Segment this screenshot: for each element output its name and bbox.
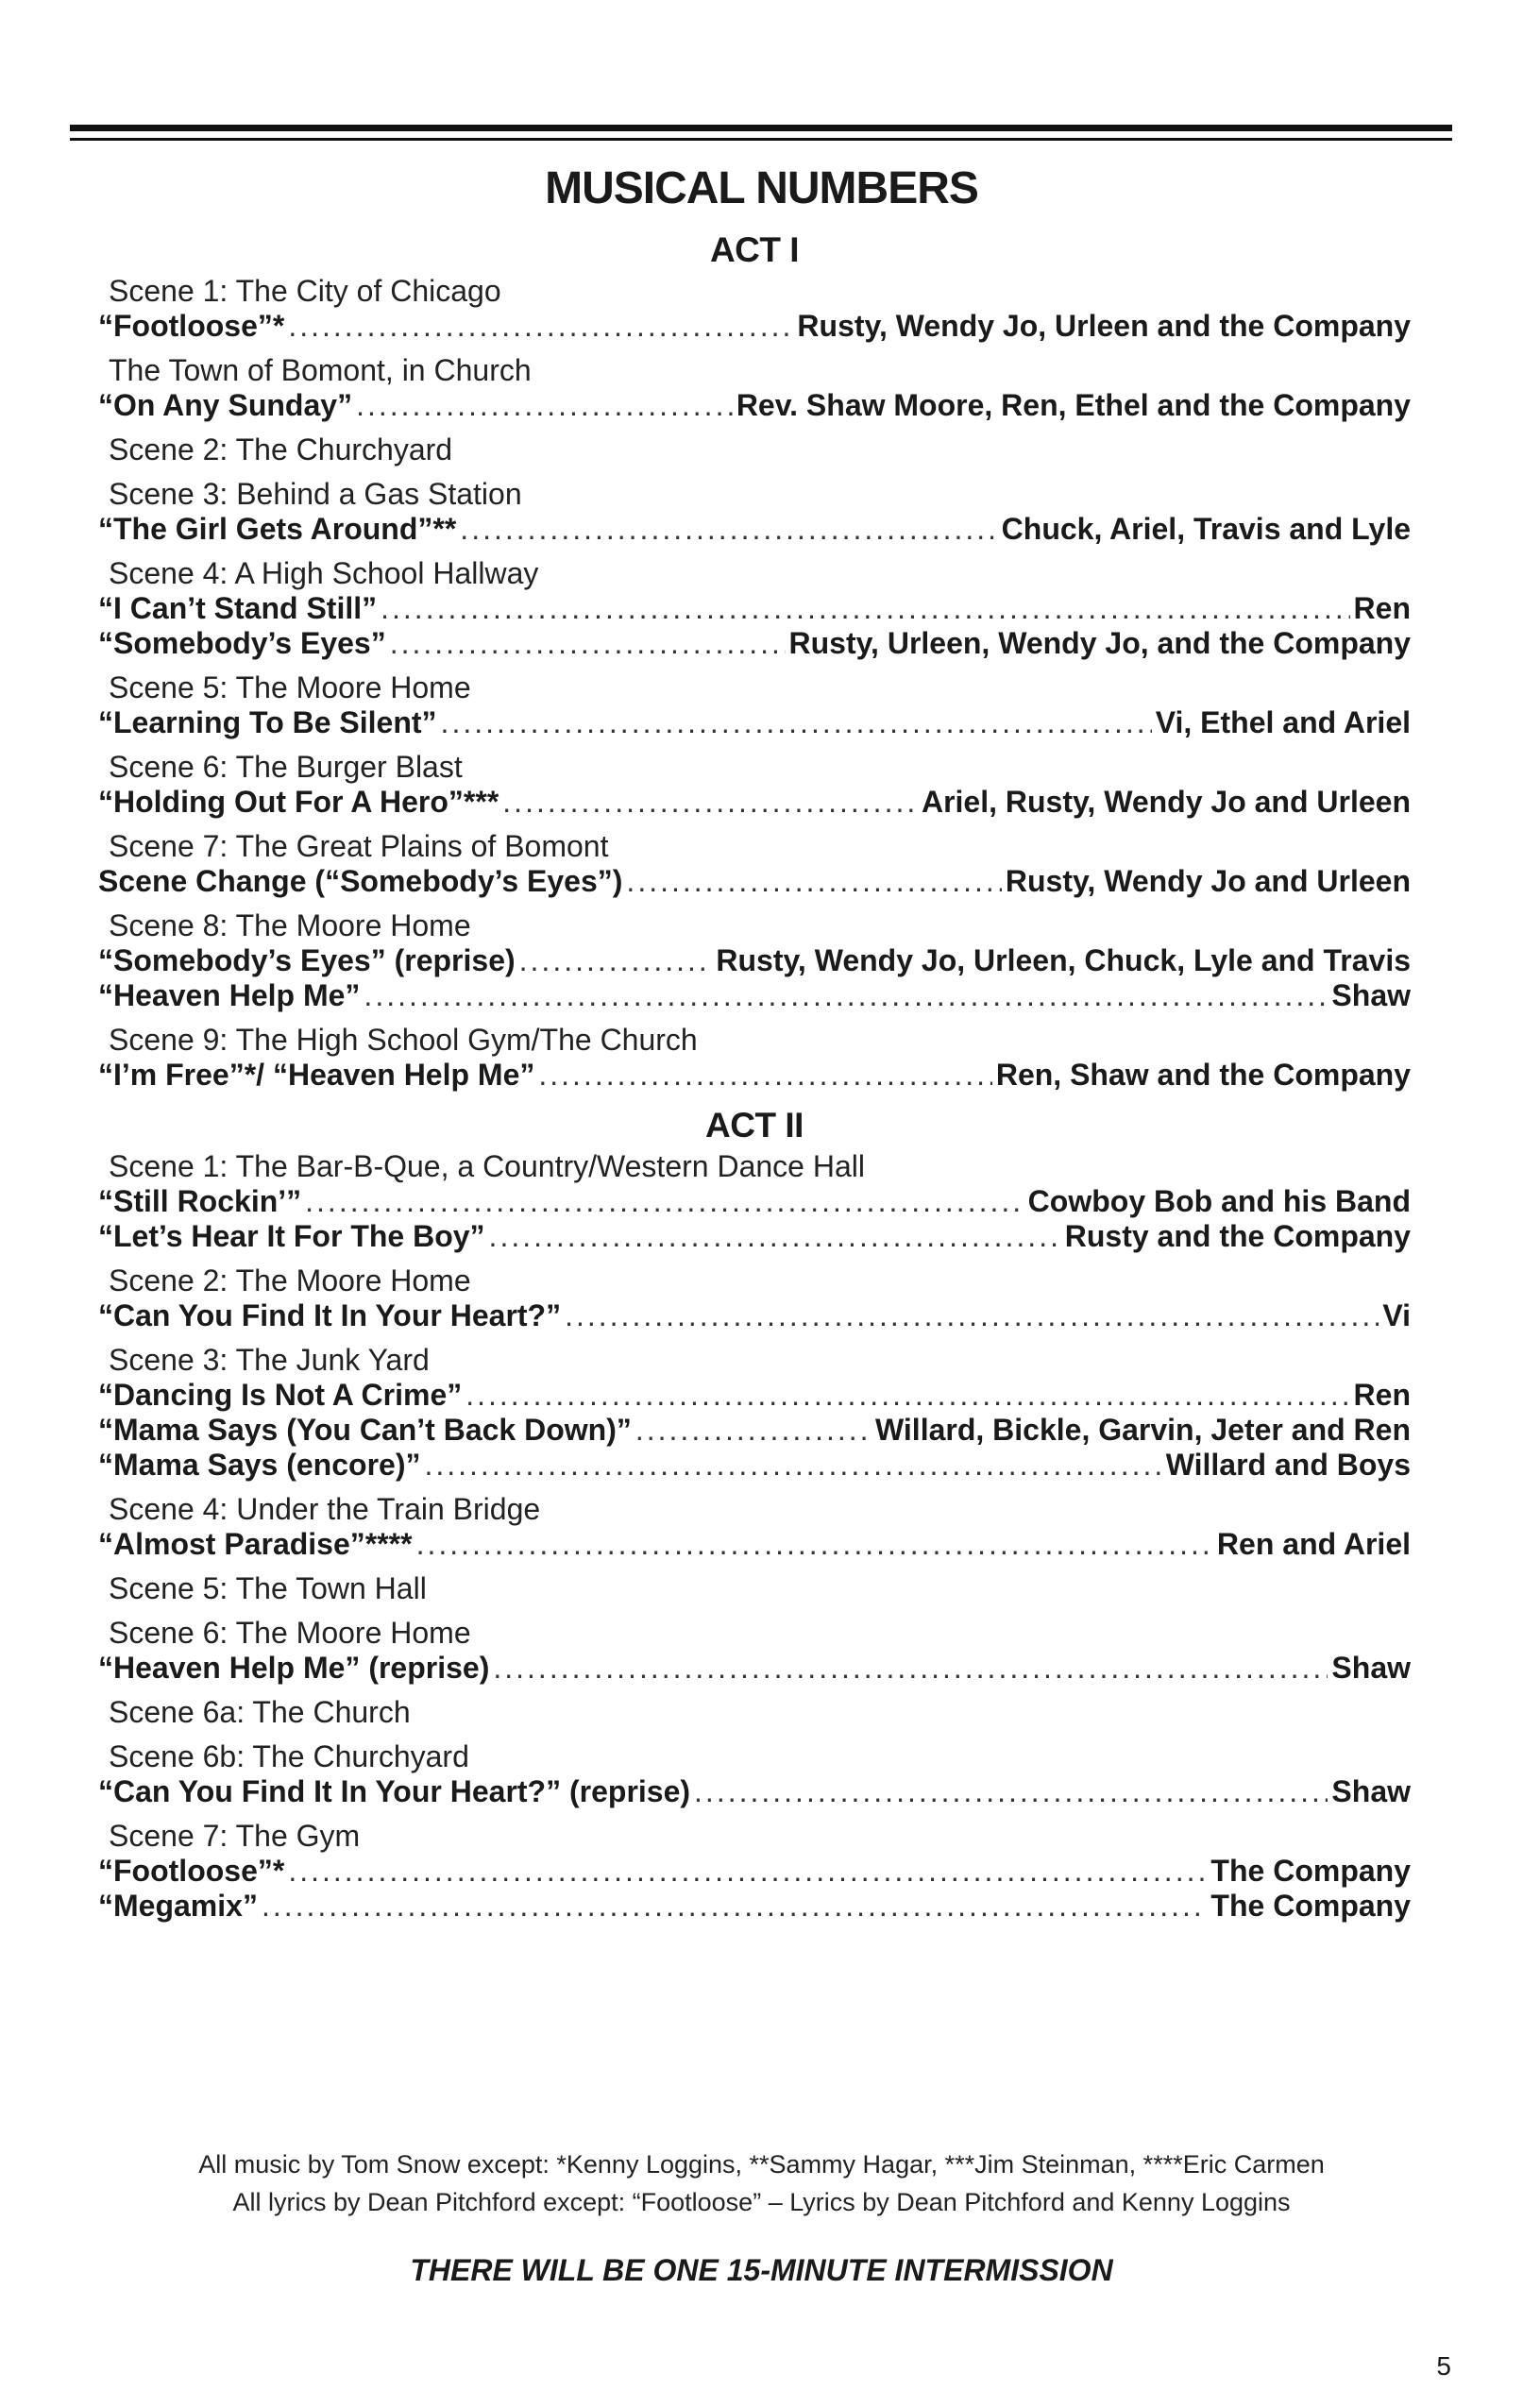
song-title: “The Girl Gets Around”** — [98, 512, 457, 546]
song-performers: Rusty, Wendy Jo and Urleen — [1005, 864, 1411, 898]
song-title: “Footloose”* — [98, 309, 285, 343]
scene-block — [98, 477, 1411, 547]
song-performers: Rev. Shaw Moore, Ren, Ethel and the Company — [736, 388, 1411, 422]
scene-label: Scene 7: The Gym — [109, 1819, 361, 1853]
song-performers: Rusty, Wendy Jo, Urleen and the Company — [797, 309, 1411, 343]
scene-label: Scene 1: The City of Chicago — [109, 274, 501, 308]
scene-block — [98, 670, 1411, 740]
song-performers: The Company — [1210, 1889, 1411, 1923]
page-title: MUSICAL NUMBERS — [545, 163, 978, 213]
song-performers: The Company — [1210, 1854, 1411, 1888]
song-title: “Heaven Help Me” — [98, 978, 361, 1012]
act-heading: ACT I — [709, 230, 800, 269]
song-row — [98, 785, 1411, 820]
song-performers: Ren, Shaw and the Company — [995, 1058, 1411, 1092]
top-rule-thick — [70, 125, 1452, 131]
song-performers: Shaw — [1331, 1774, 1411, 1808]
song-performers: Rusty, Urleen, Wendy Jo, and the Company — [788, 626, 1411, 660]
song-performers: Rusty, Wendy Jo, Urleen, Chuck, Lyle and Travis — [716, 943, 1411, 977]
scene-block — [98, 274, 1411, 344]
scene-block — [98, 556, 1411, 661]
song-title: “Almost Paradise”**** — [98, 1527, 413, 1561]
song-row — [98, 1413, 1411, 1448]
song-row — [98, 1058, 1411, 1093]
dot-leader — [364, 978, 1328, 1013]
scene-label: Scene 2: The Churchyard — [109, 432, 453, 466]
song-row — [98, 1298, 1411, 1333]
dot-leader — [465, 1378, 1349, 1413]
scene-label: Scene 9: The High School Gym/The Church — [109, 1023, 698, 1057]
top-rule-thin — [70, 138, 1452, 141]
song-performers: Shaw — [1331, 1651, 1411, 1685]
scene-label: Scene 6a: The Church — [109, 1695, 411, 1729]
song-row — [98, 388, 1411, 423]
song-title: “Learning To Be Silent” — [98, 705, 437, 739]
song-row — [98, 1774, 1411, 1809]
scene-block — [98, 1023, 1411, 1093]
scene-label: Scene 7: The Great Plains of Bomont — [109, 829, 609, 863]
song-row — [98, 1889, 1411, 1924]
dot-leader — [424, 1448, 1161, 1483]
song-title: “Can You Find It In Your Heart?” (reprise) — [98, 1774, 691, 1808]
song-performers: Shaw — [1331, 978, 1411, 1012]
scene-label: The Town of Bomont, in Church — [109, 353, 532, 387]
song-row — [98, 512, 1411, 547]
dot-leader — [416, 1527, 1213, 1562]
scene-block — [98, 432, 1411, 467]
dot-leader — [519, 943, 713, 978]
scene-label: Scene 5: The Town Hall — [109, 1571, 427, 1605]
dot-leader — [565, 1298, 1379, 1333]
scene-block — [98, 829, 1411, 899]
dot-leader — [460, 512, 997, 547]
scene-label: Scene 6: The Burger Blast — [109, 750, 463, 784]
scene-label: Scene 6: The Moore Home — [109, 1616, 471, 1650]
dot-leader — [441, 705, 1152, 740]
scene-label: Scene 5: The Moore Home — [109, 670, 471, 704]
scene-label: Scene 1: The Bar-B-Que, a Country/Western Dance Hall — [109, 1149, 865, 1183]
song-title: “Can You Find It In Your Heart?” — [98, 1298, 562, 1332]
scene-block — [98, 1739, 1411, 1809]
dot-leader — [489, 1219, 1061, 1254]
dot-leader — [305, 1184, 1024, 1219]
song-title: “Dancing Is Not A Crime” — [98, 1378, 463, 1412]
dot-leader — [288, 1854, 1207, 1889]
song-row — [98, 1448, 1411, 1483]
scene-block — [98, 1616, 1411, 1686]
dot-leader — [626, 864, 1001, 899]
scene-label: Scene 8: The Moore Home — [109, 908, 471, 942]
song-performers: Ren and Ariel — [1216, 1527, 1411, 1561]
dot-leader — [502, 785, 918, 820]
song-performers: Willard and Boys — [1165, 1448, 1411, 1482]
intermission-notice: THERE WILL BE ONE 15-MINUTE INTERMISSION — [410, 2253, 1113, 2287]
song-title: “On Any Sunday” — [98, 388, 353, 422]
song-performers: Rusty and the Company — [1064, 1219, 1411, 1253]
musical-numbers-list — [98, 227, 1411, 1933]
song-row — [98, 864, 1411, 899]
song-row — [98, 943, 1411, 978]
dot-leader — [538, 1058, 991, 1093]
music-credits: All music by Tom Snow except: *Kenny Loggins, **Sammy Hagar, ***Jim Steinman, ****Eric Carmen — [198, 2150, 1325, 2179]
song-row — [98, 1184, 1411, 1219]
dot-leader — [288, 309, 793, 344]
scene-label: Scene 4: A High School Hallway — [109, 556, 539, 590]
song-title: “Footloose”* — [98, 1854, 285, 1888]
scene-block — [98, 908, 1411, 1013]
scene-block — [98, 1263, 1411, 1333]
scene-label: Scene 4: Under the Train Bridge — [109, 1492, 541, 1526]
song-performers: Ren — [1353, 1378, 1411, 1412]
scene-label: Scene 3: Behind a Gas Station — [109, 477, 522, 511]
song-performers: Vi, Ethel and Ariel — [1155, 705, 1411, 739]
song-title: Scene Change (“Somebody’s Eyes”) — [98, 864, 623, 898]
song-title: “Holding Out For A Hero”*** — [98, 785, 499, 819]
song-title: “Mama Says (encore)” — [98, 1448, 421, 1482]
dot-leader — [262, 1889, 1207, 1924]
song-row — [98, 309, 1411, 344]
scene-block — [98, 1492, 1411, 1562]
dot-leader — [493, 1651, 1328, 1686]
scene-block — [98, 353, 1411, 423]
song-row — [98, 1651, 1411, 1686]
dot-leader — [390, 626, 786, 661]
song-performers: Ren — [1353, 591, 1411, 625]
song-performers: Ariel, Rusty, Wendy Jo and Urleen — [921, 785, 1411, 819]
dot-leader — [635, 1413, 871, 1448]
song-title: “Still Rockin’” — [98, 1184, 302, 1218]
song-title: “Megamix” — [98, 1889, 258, 1923]
song-title: “Somebody’s Eyes” — [98, 626, 386, 660]
song-title: “I Can’t Stand Still” — [98, 591, 378, 625]
scene-block — [98, 1149, 1411, 1254]
song-row — [98, 978, 1411, 1013]
song-row — [98, 705, 1411, 740]
scene-block — [98, 1343, 1411, 1483]
song-row — [98, 591, 1411, 626]
scene-label: Scene 3: The Junk Yard — [109, 1343, 430, 1377]
song-row — [98, 1527, 1411, 1562]
song-performers: Willard, Bickle, Garvin, Jeter and Ren — [874, 1413, 1411, 1447]
song-row — [98, 1378, 1411, 1413]
scene-block — [98, 1571, 1411, 1606]
song-row — [98, 1854, 1411, 1889]
dot-leader — [694, 1774, 1328, 1809]
song-row — [98, 1219, 1411, 1254]
scene-block — [98, 1819, 1411, 1924]
scene-block — [98, 1695, 1411, 1730]
lyrics-credits: All lyrics by Dean Pitchford except: “Footloose” – Lyrics by Dean Pitchford and Kenny Loggins — [232, 2188, 1291, 2216]
scene-label: Scene 2: The Moore Home — [109, 1263, 471, 1297]
song-title: “Let’s Hear It For The Boy” — [98, 1219, 485, 1253]
credits — [0, 2145, 1523, 2221]
song-performers: Chuck, Ariel, Travis and Lyle — [1001, 512, 1411, 546]
song-title: “Heaven Help Me” (reprise) — [98, 1651, 490, 1685]
song-performers: Vi — [1382, 1298, 1411, 1332]
song-performers: Cowboy Bob and his Band — [1027, 1184, 1411, 1218]
scene-label: Scene 6b: The Churchyard — [109, 1739, 469, 1773]
song-title: “Mama Says (You Can’t Back Down)” — [98, 1413, 632, 1447]
dot-leader — [381, 591, 1349, 626]
song-row — [98, 626, 1411, 661]
scene-block — [98, 750, 1411, 820]
page-number: 5 — [1436, 2351, 1451, 2381]
song-title: “I’m Free”*/ “Heaven Help Me” — [98, 1058, 535, 1092]
dot-leader — [356, 388, 733, 423]
act-heading: ACT II — [705, 1106, 804, 1145]
song-title: “Somebody’s Eyes” (reprise) — [98, 943, 516, 977]
